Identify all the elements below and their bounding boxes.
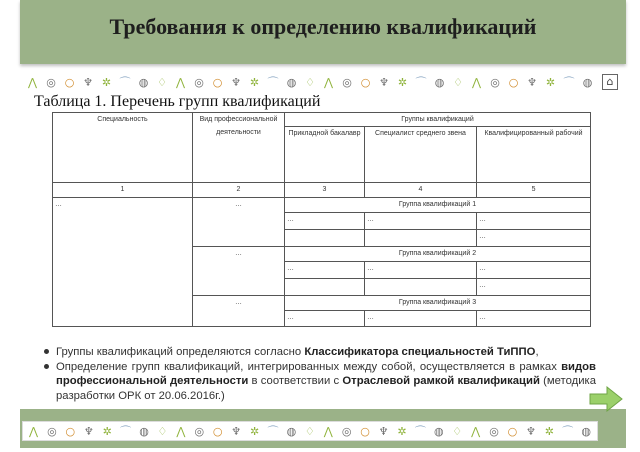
header-groups: Группы квалификаций — [285, 113, 591, 127]
note-text: в соответствии с — [248, 375, 343, 388]
note-text: , — [535, 346, 539, 358]
pine-tree-icon: ⋀ — [27, 75, 38, 89]
specialty-cell: … — [53, 197, 193, 326]
cell: … — [477, 310, 591, 326]
flower-icon: ✲ — [397, 424, 407, 438]
dish-icon: ♆ — [231, 424, 242, 438]
dish-icon: ♆ — [527, 75, 537, 89]
table-caption: Таблица 1. Перечень групп квалификаций — [34, 93, 321, 110]
col-number-3: 3 — [285, 183, 365, 197]
header-skilled-worker: Квалифицированный рабочий — [477, 127, 591, 183]
shell-icon: ◎ — [47, 424, 57, 438]
slide-title: Требования к определению квалификаций — [109, 14, 537, 39]
leaf-icon: ◍ — [433, 424, 444, 438]
bullet-icon — [44, 364, 49, 369]
shell-icon: ◎ — [489, 424, 499, 438]
shell-icon: ◎ — [194, 75, 204, 89]
bird-icon: ⌒ — [267, 75, 279, 89]
flower-icon: ✲ — [544, 424, 554, 438]
bird-icon: ⌒ — [414, 424, 426, 438]
ring-icon: ○ — [360, 75, 371, 89]
note-bold: Отраслевой рамкой квалификаций — [342, 375, 540, 388]
pine-tree-icon: ⋀ — [175, 75, 186, 89]
decorative-icon-strip-top — [22, 72, 598, 92]
pine-tree-icon: ⋀ — [471, 424, 481, 438]
drop-icon: ♢ — [157, 75, 167, 89]
list-item — [44, 360, 596, 404]
ring-icon: ○ — [64, 75, 75, 89]
cell: … — [285, 310, 365, 326]
drop-icon: ♢ — [304, 424, 315, 438]
col-number-5: 5 — [477, 183, 591, 197]
shell-icon: ◎ — [194, 424, 205, 438]
drop-icon: ♢ — [157, 424, 168, 438]
header-bachelor: Прикладной бакалавр — [285, 127, 365, 183]
flower-icon: ✲ — [545, 75, 556, 89]
flower-icon: ✲ — [249, 424, 260, 438]
square-icon: ⌂ — [602, 74, 618, 90]
dish-icon: ♆ — [525, 424, 536, 438]
ring-icon: ○ — [212, 424, 223, 438]
group-3-label: Группа квалификаций 3 — [285, 295, 591, 310]
pine-tree-icon: ⋀ — [176, 424, 186, 438]
cell: … — [285, 261, 365, 278]
cell: … — [477, 212, 591, 229]
pine-tree-icon: ⋀ — [323, 75, 334, 89]
shell-icon: ◎ — [46, 75, 56, 89]
cell — [285, 229, 365, 246]
cell: … — [285, 212, 365, 229]
drop-icon: ♢ — [452, 424, 463, 438]
leaf-icon: ◍ — [434, 75, 445, 89]
bird-icon: ⌒ — [562, 424, 574, 438]
note-text: Определение групп квалификаций, интегрированных между собой, осуществляется в рамках — [56, 360, 562, 373]
bird-icon: ⌒ — [563, 75, 575, 89]
cell — [365, 278, 477, 295]
pine-tree-icon: ⋀ — [323, 424, 333, 438]
dish-icon: ♆ — [379, 75, 389, 89]
group-1-label: Группа квалификаций 1 — [285, 197, 591, 212]
col-number-1: 1 — [53, 183, 193, 197]
note-text: (методика разработки ОРК от 20.06.2016г.) — [56, 375, 597, 402]
flower-icon: ✲ — [249, 75, 260, 89]
leaf-icon: ◍ — [582, 75, 593, 89]
cell — [365, 229, 477, 246]
next-slide-arrow-icon[interactable] — [589, 385, 623, 413]
bird-icon: ⌒ — [415, 75, 427, 89]
note-text: Группы квалификаций определяются согласно — [56, 346, 305, 358]
pine-tree-icon: ⋀ — [28, 424, 39, 438]
shell-icon: ◎ — [341, 424, 352, 438]
flower-icon: ✲ — [102, 424, 112, 438]
ring-icon: ○ — [360, 424, 370, 438]
cell: … — [365, 212, 477, 229]
cell: … — [477, 278, 591, 295]
leaf-icon: ◍ — [286, 424, 297, 438]
leaf-icon: ◍ — [286, 75, 297, 89]
leaf-icon: ◍ — [139, 424, 149, 438]
pine-tree-icon: ⋀ — [471, 75, 482, 89]
activity-cell-1: … — [193, 197, 285, 246]
decorative-icon-strip-bottom — [22, 421, 598, 441]
note-bold: видов профессиональной деятельности — [56, 360, 596, 388]
header-activity: Вид профессиональной деятельности — [193, 113, 285, 183]
activity-cell-3: … — [193, 295, 285, 326]
flower-icon: ✲ — [397, 75, 408, 89]
col-number-4: 4 — [365, 183, 477, 197]
cell — [285, 278, 365, 295]
bird-icon: ⌒ — [119, 75, 131, 89]
drop-icon: ♢ — [453, 75, 463, 89]
flower-icon: ✲ — [101, 75, 112, 89]
activity-cell-2: … — [193, 246, 285, 295]
title-banner — [20, 0, 626, 64]
dish-icon: ♆ — [231, 75, 241, 89]
shell-icon: ◎ — [342, 75, 352, 89]
col-number-2: 2 — [193, 183, 285, 197]
cell: … — [477, 229, 591, 246]
bullet-icon — [44, 349, 49, 354]
cell: … — [365, 310, 477, 326]
list-item — [44, 345, 596, 360]
header-mid-specialist: Специалист среднего звена — [365, 127, 477, 183]
shell-icon: ◎ — [490, 75, 500, 89]
drop-icon: ♢ — [305, 75, 315, 89]
leaf-icon: ◍ — [138, 75, 149, 89]
bird-icon: ⌒ — [120, 424, 132, 438]
note-bold: Классификатора специальностей ТиППО — [304, 346, 536, 358]
bird-icon: ⌒ — [267, 424, 279, 438]
ring-icon: ○ — [65, 424, 76, 438]
cell: … — [365, 261, 477, 278]
cell: … — [477, 261, 591, 278]
ring-icon: ○ — [212, 75, 223, 89]
notes-list — [44, 345, 596, 403]
dish-icon: ♆ — [83, 75, 93, 89]
dish-icon: ♆ — [83, 424, 94, 438]
dish-icon: ♆ — [378, 424, 389, 438]
group-2-label: Группа квалификаций 2 — [285, 246, 591, 261]
qualification-groups-table — [52, 112, 591, 327]
ring-icon: ○ — [507, 424, 518, 438]
leaf-icon: ◍ — [581, 424, 591, 438]
ring-icon: ○ — [508, 75, 519, 89]
header-specialty: Специальность — [53, 113, 193, 183]
